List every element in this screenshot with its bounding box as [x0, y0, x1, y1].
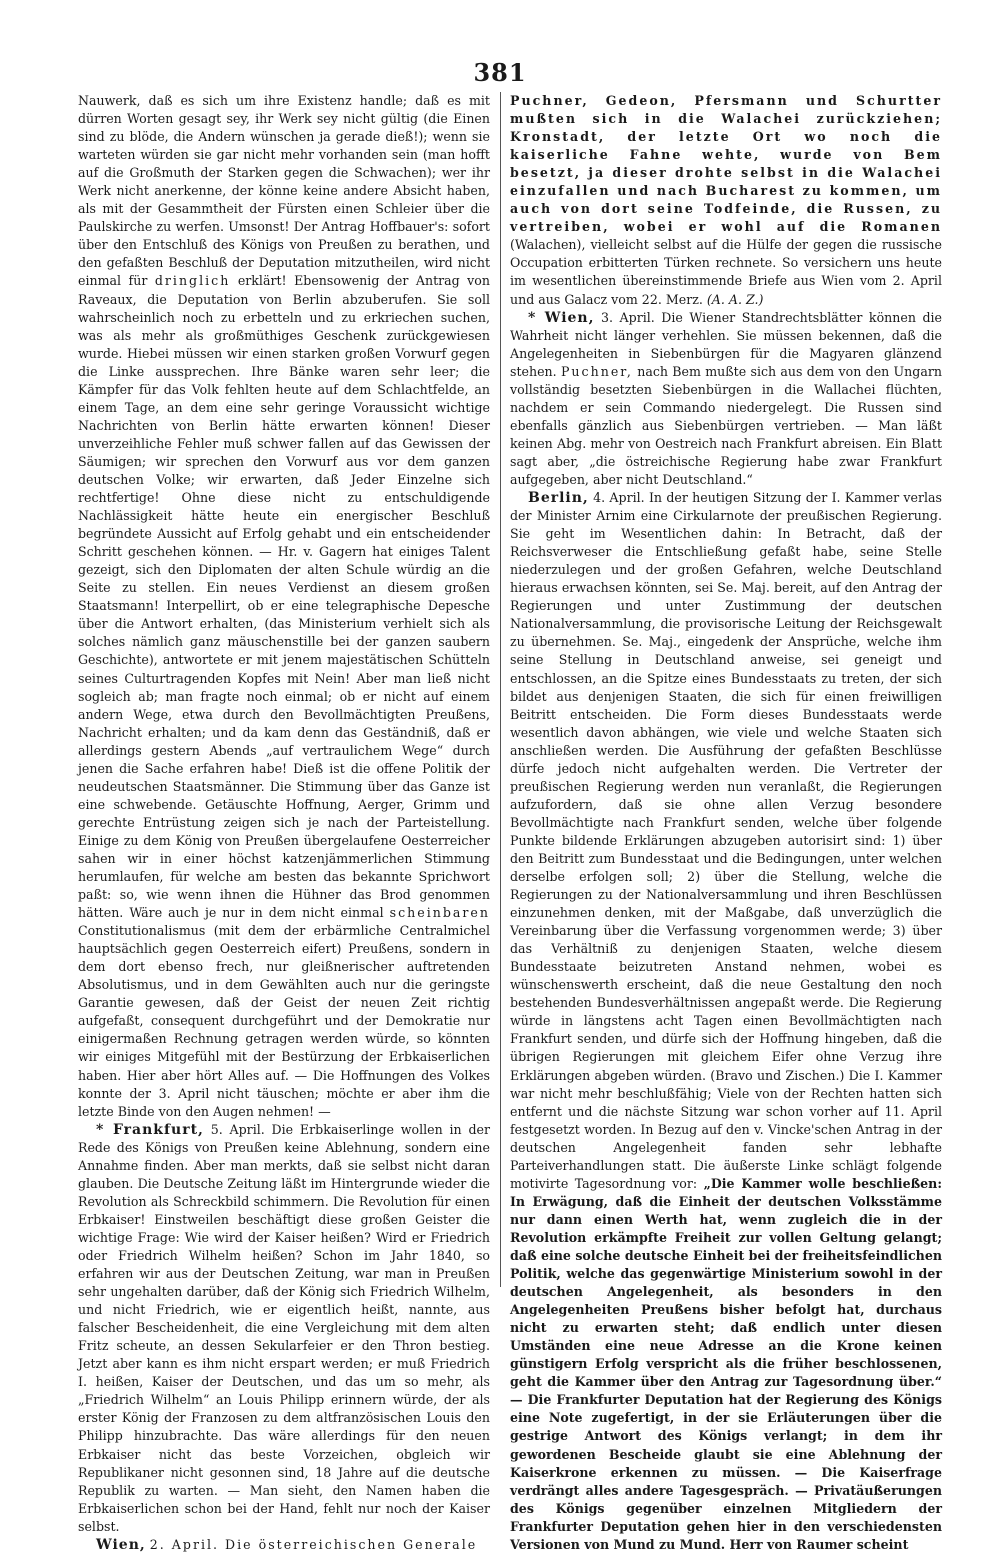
dateline-wien: Wien,: [96, 1536, 146, 1553]
paragraph-text: 4. April. In der heutigen Sitzung der I. Kammer verlas der Minister Arnim eine Cirkularnote der preußischen Regierung. Sie geht im Wesentlichen dahin: In Betracht, daß der Reichsverweser die Entschließung gefaßt habe, seine Stelle niederzulegen und der großen Gefahren, welche Deutschland hieraus erwachsen könnten, sei Se. Maj. bereit, auf den Antrag der Regierungen und unter Zustimmung der deutschen Nationalversammlung, die provisorische Leitung der Reichsgewalt zu übernehmen. Se. Maj., eingedenk der Ansprüche, welche ihm seine Stellung in Deutschland anweise, sei geneigt und entschlossen, an die Spitze eines Bundesstaats zu treten, der sich bildet aus denjenigen Staaten, die sich für einen freiwilligen Beitritt entscheiden. Die Form dieses Bundesstaats werde wesentlich davon abhängen, wie viele und welche Staaten sich anschließen werden. Die Ausführung der gefaßten Beschlüsse dürfe jedoch nicht aufgehalten werden. Die Vertreter der preußischen Regierung werden nun veranlaßt, die Regierungen aufzufordern, daß sie ohne allen Verzug besondere Bevollmächtigte nach Frankfurt senden, welche über folgende Punkte bildende Erklärungen abzugeben autorisirt sind: 1) über den Beitritt zum Bundesstaat und die Bedingungen, unter welchen derselbe erfolgen soll; 2) über die Stellung, welche die Regierungen zu der Nationalversammlung und ihren Beschlüssen einzunehmen denken, mit der Maßgabe, daß unverzüglich die Vereinbarung über die Verfassung vorgenommen werde; 3) über das Verhältniß zu denjenigen Staaten, welche diesem Bundesstaate beizutreten Anstand nehmen, wobei es wünschenswerth erscheint, daß die neue Gestaltung den noch bestehenden Bundesverhältnissen angepaßt werde. Die Regierung würde in längstens acht Tagen einen Bevollmächtigten nach Frankfurt senden, und dürfe sich der Hoffnung hingeben, daß die übrigen Regierungen mit gleichem Eifer ohne Verzug ihre Erklärungen abgeben würden. (Bravo und Zischen.) Die I. Kammer war nicht mehr beschlußfähig; Viele von der Rechten hatten sich entfernt und die nächste Sitzung war schon vorher auf 11. April festgesetzt worden. In Bezug auf den v. Vincke'schen Antrag in der deutschen Angelegenheit fanden sehr lebhafte Parteiverhandlungen statt. Die äußerste Linke schlägt folgende motivirte Tagesordnung vor:: [510, 490, 942, 1191]
emphasis-text: scheinbaren: [389, 905, 490, 921]
paragraph-text: (Walachen), vielleicht selbst auf die Hülfe der gegen die russische Occupation erbitterten Türken rechnete. So versichern uns heute im wesentlichen übereinstimmende Briefe aus Wien vom 2. April und aus Galacz vom 22. Merz.: [510, 237, 942, 307]
column-divider: [500, 92, 501, 1287]
article-continuation: [510, 92, 942, 309]
article-wien-3: [510, 309, 942, 489]
paragraph-text: 3. April. Die Wiener Standrechtsblätter können die Wahrheit nicht länger verhehlen. Sie müssen bekennen, daß die Angelegenheiten in Siebenbürgen für die Magyaren glänzend stehen.: [510, 309, 942, 379]
paragraph-text: 2. April. Die österreichischen Generale: [149, 1536, 478, 1552]
article-paragraph: [78, 92, 490, 1121]
source-attribution: (A. A. Z.): [706, 291, 764, 307]
left-column: [78, 92, 490, 1553]
emphasis-text: Puchner, Gedeon, Pfersmann und Schurtter mußten sich in die Walachei zurückziehen; Kronstadt, der letzte Ort wo noch die kaiserliche Fahne wehte, wurde von Bem besetzt, ja dieser drohte selbst in die Walachei einzufallen und nach Bucharest zu kommen, um auch von dort seine Todfeinde, die Russen, zu vertreiben, wobei er wohl auf die Romanen: [510, 93, 942, 235]
paragraph-text: erklärt! Ebensowenig der Antrag von Raveaux, die Deputation von Berlin abzuberufen. Sie soll wahrscheinlich noch zu erbetteln und zu erkriechen suchen, was als mehr als großmüthiges Geschenk zurückgewiesen wurde. Hiebei müssen wir einen starken großen Vorwurf gegen die Linke aussprechen. Ihre Bänke waren sehr leer; die Kämpfer für das Volk fehlten heute auf dem Schlachtfelde, an einem Tage, an dem eine sehr geringe Voraussicht wichtige Nachrichten von Berlin hätte erwarten können! Dieser unverzeihliche Fehler muß schwer fallen auf das Gewissen der Säumigen; wir sprechen den Vorwurf aus vor dem ganzen deutschen Volke; wir erwarten, daß Jeder Einzelne sich rechtfertige! Ohne diese nicht zu entschuldigende Nachlässigkeit hätte heute ein energischer Beschluß begründete Aussicht auf Erfolg gehabt und ein entscheidender Schritt geschehen können. — Hr. v. Gagern hat einiges Talent gezeigt, sich den Diplomaten der alten Schule würdig an die Seite zu stellen. Ein neues Verdienst an diesem großen Staatsmann! Interpellirt, ob er eine telegraphische Depesche über die Antwort erhalten, (das Ministerium verhielt sich als solches nämlich ganz mäuschenstille bei der ganzen saubern Geschichte), antwortete er mit jenem majestätischen Schütteln seines Culturtragenden Kopfes mit Nein! Aber man ließ nicht sogleich ab; man fragte noch einmal; ob er nicht auf einem andern Wege, etwa durch den Bevollmächtigten Preußens, Nachricht erhalten; und da kam denn das Geständniß, daß er allerdings gestern Abends „auf vertraulichem Wege“ durch jenen die Sache erfahren habe! Dieß ist die offene Politik der neudeutschen Staatsmänner. Die Stimmung über das Ganze ist eine schwebende. Getäuschte Hoffnung, Aerger, Grimm und gerechte Entrüstung zeigen sich je nach der Parteistellung. Einige zu dem König von Preußen übergelaufene Oesterreicher sahen wir in einer höchst katzenjämmerlichen Stimmung herumlaufen, für welche am besten das bekannte Sprichwort paßt: so, wie wenn ihnen die Hühner das Brod genommen hätten. Wäre auch je nur in dem nicht einmal: [78, 273, 490, 921]
paragraph-text: Nauwerk, daß es sich um ihre Existenz handle; daß es mit dürren Worten gesagt sey, ihr Werk sey nicht gültig (die Einen sind zu blöde, die Andern wünschen ja gerade dieß!); wenn sie warteten würden sie gar nicht mehr vorhanden sein (man hofft auf die Großmuth der Starken gegen die Schwachen); wer ihr Werk nicht anerkenne, der könne keine andere Absicht haben, als mit der Gesammtheit der Fürsten einen Schleier über die Paulskirche zu werfen. Umsonst! Der Antrag Hoffbauer's: sofort über den Entschluß des Königs von Preußen zu berathen, und den gefaßten Beschluß der Deputation mitzutheilen, wird nicht einmal für: [78, 93, 490, 289]
article-berlin: [510, 489, 942, 1554]
dateline-frankfurt: * Frankfurt,: [96, 1121, 204, 1138]
paragraph-text: 5. April. Die Erbkaiserlinge wollen in der Rede des Königs von Preußen keine Ablehnung, sondern eine Annahme finden. Aber man merkts, daß sie selbst nicht daran glauben. Die Deutsche Zeitung läßt im Hintergrunde wieder die Revolution als Schreckbild schimmern. Die Revolution für einen Erbkaiser! Einstweilen beschäftigt diese großen Geister die wichtige Frage: Wie wird der Kaiser heißen? Wird er Friedrich oder Friedrich Wilhelm heißen? Schon im Jahr 1840, so erfahren wir aus der Deutschen Zeitung, war man in Preußen sehr ungehalten darüber, daß der König sich Friedrich Wilhelm, und nicht Friedrich, wie er eigentlich heißt, nannte, aus falscher Bescheidenheit, die eine Vergleichung mit dem alten Fritz scheute, an dessen Sekularfeier er den Thron bestieg. Jetzt aber kann es ihm nicht erspart werden; er muß Friedrich I. heißen, Kaiser der Deutschen, und das um so mehr, als „Friedrich Wilhelm“ an Louis Philipp erinnern würde, der als erster König der Franzosen zu dem altfranzösischen Louis den Philipp hinzubrachte. Das wäre allerdings für den neuen Erbkaiser nicht das beste Vorzeichen, obgleich wir Republikaner nicht gesonnen sind, 18 Jahre auf die deutsche Republik zu warten. — Man sieht, den Namen haben die Erbkaiserlichen schon bei der Hand, fehlt nur noch der Kaiser selbst.: [78, 1121, 490, 1534]
page-number: 381: [473, 58, 527, 87]
paragraph-text: nach Bem mußte sich aus dem von den Ungarn vollständig besetzten Siebenbürgen in die Wallachei flüchten, nachdem er sein Commando niedergelegt. Die Russen sind ebenfalls gänzlich aus Siebenbürgen vertrieben. — Man läßt keinen Abg. mehr von Oestreich nach Frankfurt abreisen. Ein Blatt sagt aber, „die östreichische Regierung habe zwar Frankfurt aufgegeben, aber nicht Deutschland.“: [510, 363, 942, 487]
article-wien-2: [78, 1536, 490, 1554]
emphasis-text: Puchner,: [560, 363, 633, 379]
paragraph-text: Constitutionalismus (mit dem der erbärmliche Centralmichel hauptsächlich gegen Oesterreich eifert) Preußens, sondern in dem dort ebenso frech, nur gleißnerischer auftretenden Absolutismus, und in dem Gewählten auch nur die geringste Garantie gewesen, daß der Geist der neuen Zeit richtig aufgefaßt, consequent durchgeführt und der Demokratie nur einigermaßen Rechnung getragen werden würde, so könnten wir einiges Mitgefühl mit der Bestürzung der Erbkaiserlichen haben. Hier aber hört Alles auf. — Die Hoffnungen des Volkes konnte der 3. April nicht täuschen; möchte er aber ihm die letzte Binde von den Augen nehmen! —: [78, 923, 490, 1119]
dateline-wien: * Wien,: [528, 309, 595, 326]
right-column: [510, 92, 942, 1552]
dateline-berlin: Berlin,: [528, 490, 589, 507]
quoted-motion: „Die Kammer wolle beschließen: In Erwägung, daß die Einheit der deutschen Volksstämme nur dann einen Werth hat, wenn zugleich die in der Revolution erkämpfte Freiheit zur vollen Geltung gelangt; daß eine solche deutsche Einheit bei der freiheitsfeindlichen Politik, welche das gegenwärtige Ministerium sowohl in der deutschen Angelegenheit, als besonders in den Angelegenheiten Preußens bisher befolgt hat, durchaus nicht zu erwarten steht; daß endlich unter diesen Umständen eine neue Adresse an die Krone keinen günstigern Erfolg verspricht als die früher beschlossenen, geht die Kammer über den Antrag zur Tagesordnung über.“ — Die Frankfurter Deputation hat der Regierung des Königs eine Note zugefertigt, in der sie Erläuterungen über die gestrige Antwort des Königs verlangt; in dem ihr gewordenen Bescheide glaubt sie eine Ablehnung der Kaiserkrone erkennen zu müssen. — Die Kaiserfrage verdrängt alles andere Tagesgespräch. — Privatäußerungen des Königs gegenüber einzelnen Mitgliedern der Frankfurter Deputation gehen hier in den verschiedensten Versionen von Mund zu Mund. Herr von Raumer scheint: [510, 1175, 942, 1552]
emphasis-text: dringlich: [154, 273, 231, 289]
article-frankfurt: [78, 1121, 490, 1536]
